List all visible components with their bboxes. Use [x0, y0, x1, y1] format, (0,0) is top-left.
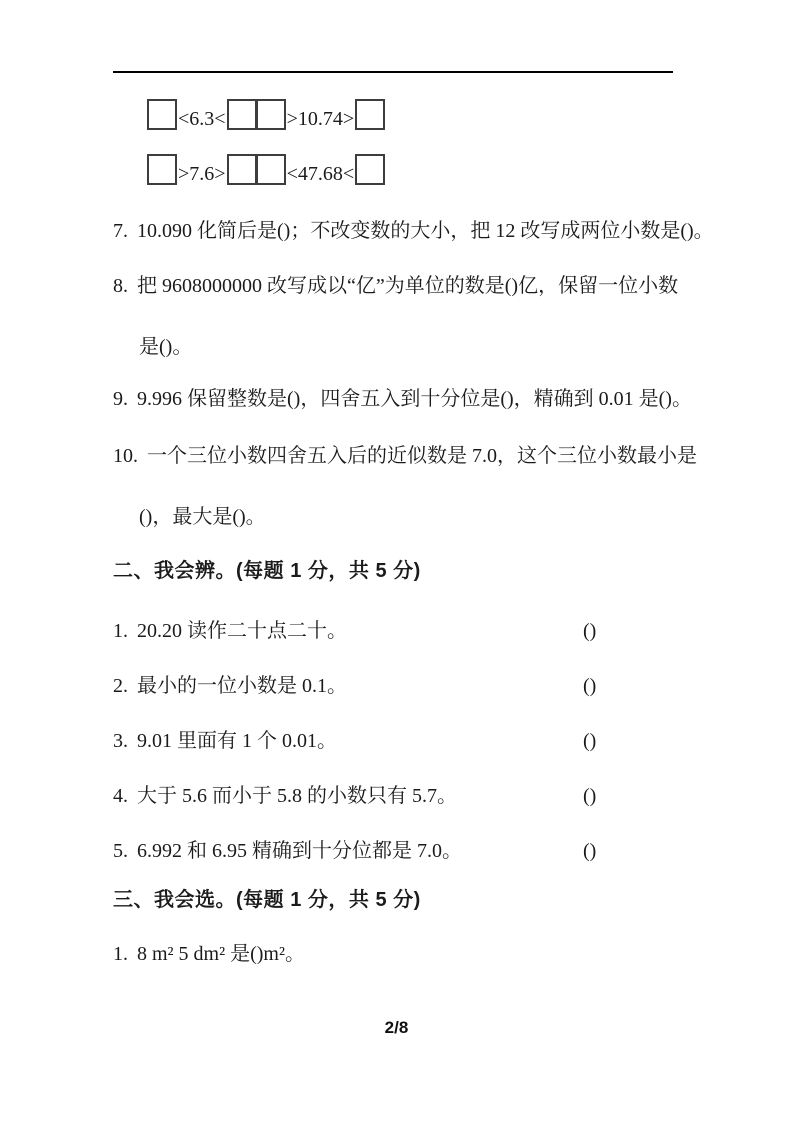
answer-box	[355, 99, 385, 130]
judge-item-2	[113, 673, 679, 700]
comparison-text: >10.74>	[286, 108, 355, 130]
answer-parentheses: ()	[583, 620, 597, 642]
item-text: 6.992 和 6.95 精确到十分位都是 7.0。	[137, 840, 462, 862]
top-divider	[113, 71, 673, 73]
item-number: 1.	[113, 620, 128, 642]
comparison-row-2	[147, 154, 385, 185]
question-text: 10.090 化简后是()；不改变数的大小，把 12 改写成两位小数是()。	[137, 220, 714, 242]
answer-box	[227, 99, 257, 130]
item-number: 4.	[113, 785, 128, 807]
judge-item-4	[113, 783, 679, 810]
fill-question-10-continued	[113, 504, 705, 531]
item-number: 3.	[113, 730, 128, 752]
question-text: 是()。	[139, 336, 193, 358]
answer-box	[256, 154, 286, 185]
comparison-text: <47.68<	[286, 163, 355, 185]
item-number: 1.	[113, 943, 128, 965]
question-number: 8.	[113, 275, 128, 297]
answer-box	[256, 99, 286, 130]
page-number: 2/8	[384, 1018, 409, 1037]
answer-parentheses: ()	[583, 730, 597, 752]
fill-question-8-continued	[113, 334, 705, 361]
question-number: 10.	[113, 445, 138, 467]
fill-question-8	[113, 273, 679, 300]
question-text: ()，最大是()。	[139, 506, 266, 528]
judge-item-1	[113, 618, 679, 645]
item-number: 5.	[113, 840, 128, 862]
answer-box-pair	[227, 154, 286, 185]
item-text: 9.01 里面有 1 个 0.01。	[137, 730, 337, 752]
judge-item-5	[113, 838, 679, 865]
section-judge-heading	[113, 558, 679, 585]
question-text: 把 9608000000 改写成以“亿”为单位的数是()亿，保留一位小数	[137, 275, 679, 297]
fill-question-9	[113, 386, 692, 413]
item-text: 最小的一位小数是 0.1。	[137, 675, 347, 697]
answer-parentheses: ()	[583, 785, 597, 807]
section-choice-heading	[113, 887, 679, 914]
question-number: 9.	[113, 388, 128, 410]
comparison-text: >7.6>	[178, 163, 226, 185]
question-number: 7.	[113, 220, 128, 242]
section-heading-text: 三、我会选。(每题 1 分，共 5 分)	[113, 889, 421, 911]
item-number: 2.	[113, 675, 128, 697]
answer-box	[227, 154, 257, 185]
answer-parentheses: ()	[583, 675, 597, 697]
answer-parentheses: ()	[583, 840, 597, 862]
comparison-text: <6.3<	[178, 108, 226, 130]
item-text: 8 m² 5 dm² 是()m²。	[137, 943, 305, 965]
choice-item-1	[113, 941, 679, 968]
comparison-row-1	[147, 99, 385, 130]
question-text: 9.996 保留整数是()，四舍五入到十分位是()，精确到 0.01 是()。	[137, 388, 692, 410]
fill-question-10	[113, 443, 697, 470]
answer-box-pair	[227, 99, 286, 130]
item-text: 20.20 读作二十点二十。	[137, 620, 347, 642]
answer-box	[147, 154, 177, 185]
question-text: 一个三位小数四舍五入后的近似数是 7.0，这个三位小数最小是	[147, 445, 697, 467]
section-heading-text: 二、我会辨。(每题 1 分，共 5 分)	[113, 560, 421, 582]
item-text: 大于 5.6 而小于 5.8 的小数只有 5.7。	[137, 785, 457, 807]
judge-item-3	[113, 728, 679, 755]
fill-question-7	[113, 218, 714, 245]
answer-box	[355, 154, 385, 185]
answer-box	[147, 99, 177, 130]
